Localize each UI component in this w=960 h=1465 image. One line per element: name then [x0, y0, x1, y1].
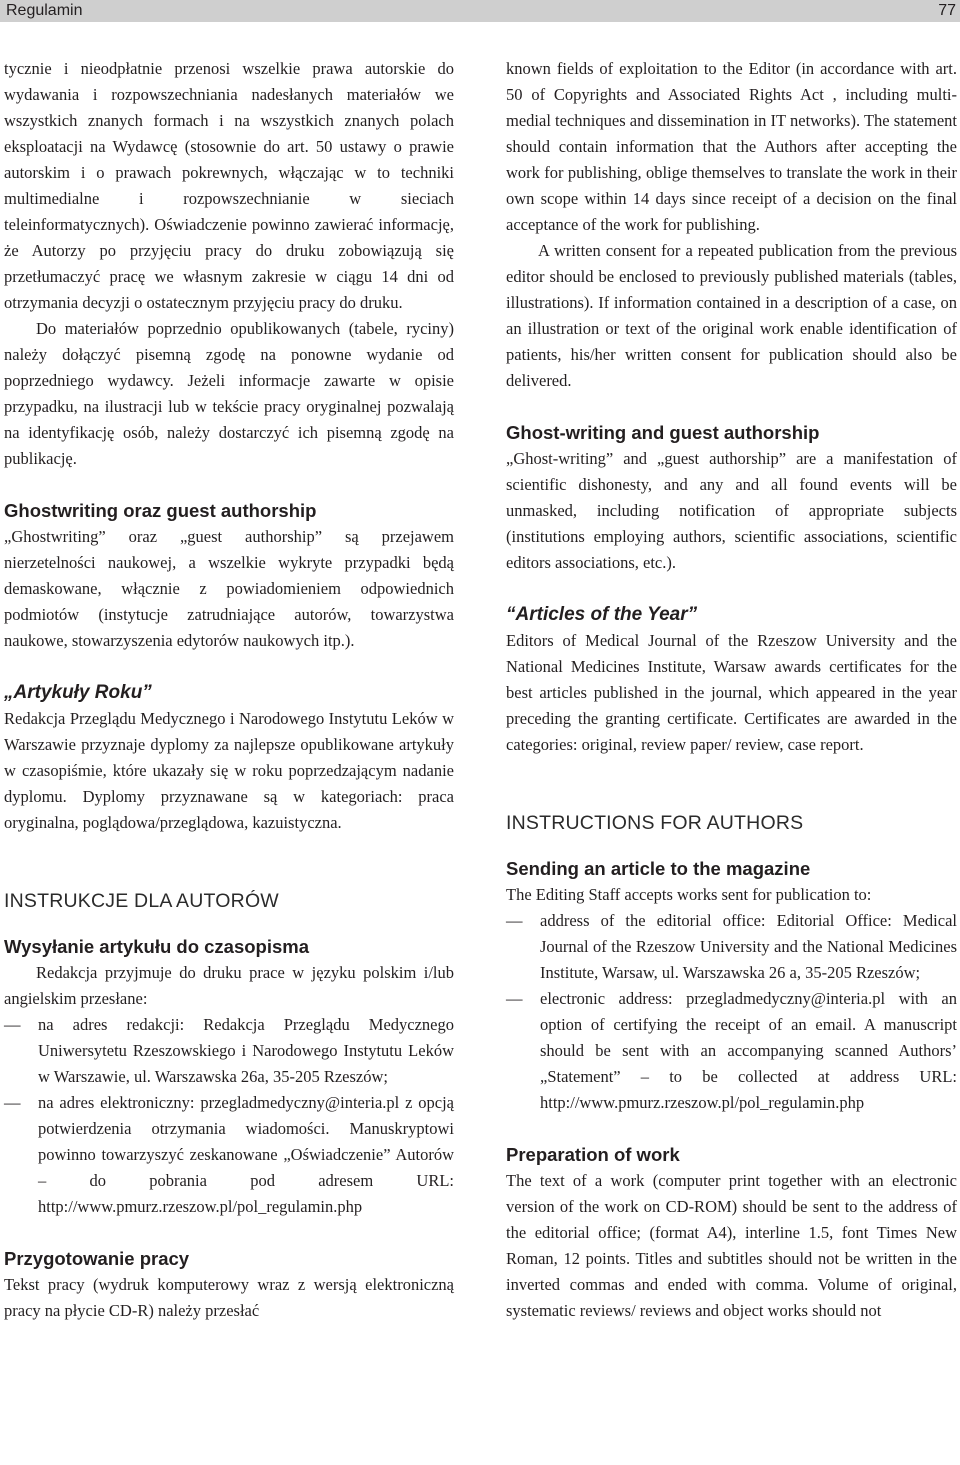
paragraph-consent-pl: Do materiałów poprzednio opublikowanych (tabele, ryciny) należy dołączyć pisemną zgodę na ponowne wydanie od poprzedniego wydawcy. Jeżeli informacje zawarte w opisie przypadku, na ilustracji lub w tekście pracy oryginalnej pozwalają na identyfikację osób, należy dostarczyć ich pisemną zgodę na publikację. [4, 319, 454, 468]
heading-preparation-pl: Przygotowanie pracy [4, 1248, 190, 1269]
paragraph-sending-en: The Editing Staff accepts works sent for publication to: [506, 885, 872, 904]
list-item [506, 908, 957, 986]
paragraph-articles-of-year-pl: Redakcja Przeglądu Medycznego i Narodowego Instytutu Leków w Warszawie przyznaje dyplomy za najlepsze opublikowane artykuły w czasopiśmie, które ukazały się w roku poprzedzającym nadanie dyplomu. Dyplomy przyznawane są w kategoriach: praca oryginalna, poglądowa/przeglądowa, kazuistyczna. [4, 709, 454, 832]
list-item [4, 1090, 454, 1220]
list-dash: — [4, 1093, 21, 1112]
paragraph-ghostwriting-pl: „Ghostwriting” oraz „guest authorship” są przejawem nierzetelności naukowej, a wszelkie wykryte przypadki będą demaskowane, włącznie z powiadomieniem odpowiednich podmiotów (instytucje zatrudniające autorów, towarzystwa naukowe, stowarzyszenia edytorów naukowych itp.). [4, 527, 454, 650]
list-item-text: na adres redakcji: Redakcja Przeglądu Medycznego Uniwersytetu Rzeszowskiego i Narodowego Instytutu Leków w Warszawie, ul. Warszawska 26a, 35-205 Rzeszów; [38, 1015, 454, 1086]
heading-ghostwriting-en: Ghost-writing and guest authorship [506, 422, 820, 443]
list-item-text: address of the editorial office: Editorial Office: Medical Journal of the Rzeszow University and the National Medicines Institute, Warsaw, ul. Warszawska 26 a, 35-205 Rzeszów; [540, 911, 957, 982]
heading-preparation-en: Preparation of work [506, 1144, 680, 1165]
list-item-text: electronic address: przegladmedyczny@interia.pl with an option of certifying the receipt of an email. A manuscript should be sent with an accompanying scanned Authors’ „Statement” – to be collected at address URL: http://www.pmurz.rzeszow.pl/pol_regulamin.php [540, 989, 957, 1112]
paragraph-articles-of-year-en: Editors of Medical Journal of the Rzeszow University and the National Medicines Institute, Warsaw awards certificates for the best articles published in the journal, which appeared in the year preceding the granting certificate. Certificates are awarded in the categories: original, review paper/ review, case report. [506, 631, 957, 754]
paragraph-consent-en: A written consent for a repeated publication from the previous editor should be enclosed to previously published materials (tables, illustrations). If information contained in a description of a case, on an illustration or text of the original work enable identification of patients, his/her written consent for publication should also be delivered. [506, 241, 957, 390]
heading-sending-pl: Wysyłanie artykułu do czasopisma [4, 936, 310, 957]
paragraph-copyright-pl: tycznie i nieodpłatnie przenosi wszelkie prawa autorskie do wydawania i rozpowszechniania nadesłanych materiałów we wszystkich znanych formach i na wszystkich znanych polach eksploatacji na Wydawcę (stosownie do art. 50 ustawy o prawie autorskim i o prawach pokrewnych, włączając w to techniki multimedialne i rozpowszechnianie w sieciach teleinformatycznych). Oświadczenie powinno zawierać informację, że Autorzy po przyjęciu pracy do druku zobowiązują się przetłumaczyć pracę we własnym zakresie w ciągu 14 dni od otrzymania decyzji o ostatecznym przyjęciu pracy do druku. [4, 59, 454, 312]
list-dash: — [506, 911, 523, 930]
heading-articles-of-year-pl: „Artykuły Roku” [4, 682, 152, 703]
paragraph-preparation-en: The text of a work (computer print together with an electronic version of the work on CD-ROM) should be sent to the address of the editorial office; (format A4), interline 1.5, font Times New Roman, 12 points. Titles and subtitles should not be written in the inverted commas and ended with comma. Volume of original, systematic reviews/ reviews and object works should not [506, 1171, 957, 1320]
list-item [506, 986, 957, 1116]
heading-instructions-pl: INSTRUKCJE DLA AUTORÓW [4, 890, 279, 912]
running-header [0, 0, 960, 22]
left-column-polish [4, 56, 454, 1324]
paragraph-sending-pl: Redakcja przyjmuje do druku prace w języku polskim i/lub angielskim przesłane: [4, 963, 454, 1008]
paragraph-ghostwriting-en: „Ghost-writing” and „guest authorship” are a manifestation of scientific dishonesty, and any and all found events will be unmasked, including notification of appropriate subjects (institutions employing authors, scientific associations, scientific editors associations, etc.). [506, 449, 957, 572]
list-dash: — [4, 1015, 21, 1034]
list-item [4, 1012, 454, 1090]
right-column-english [506, 56, 957, 1324]
heading-sending-en: Sending an article to the magazine [506, 858, 811, 879]
paragraph-copyright-en: known fields of exploitation to the Editor (in accordance with art. 50 of Copyrights and Associated Rights Act , including multi-medial techniques and dissemination in IT networks). The statement should contain information that the Authors after accepting the work for publishing, oblige themselves to translate the work in their own scope within 14 days since receipt of a decision on the final acceptance of the work for publishing. [506, 59, 957, 234]
paragraph-preparation-pl: Tekst pracy (wydruk komputerowy wraz z wersją elektroniczną pracy na płycie CD-R) należy przesłać [4, 1275, 454, 1320]
page-number: 77 [938, 2, 956, 19]
heading-ghostwriting-pl: Ghostwriting oraz guest authorship [4, 500, 317, 521]
list-dash: — [506, 989, 523, 1008]
heading-instructions-en: INSTRUCTIONS FOR AUTHORS [506, 812, 804, 834]
header-title: Regulamin [6, 2, 83, 19]
heading-articles-of-year-en: “Articles of the Year” [506, 604, 698, 625]
list-item-text: na adres elektroniczny: przegladmedyczny@interia.pl z opcją potwierdzenia otrzymania wiadomości. Manuskryptowi powinno towarzyszyć zeskanowane „Oświadczenie” Autorów – do pobrania pod adresem URL: http://www.pmurz.rzeszow.pl/pol_regulamin.php [38, 1093, 454, 1216]
